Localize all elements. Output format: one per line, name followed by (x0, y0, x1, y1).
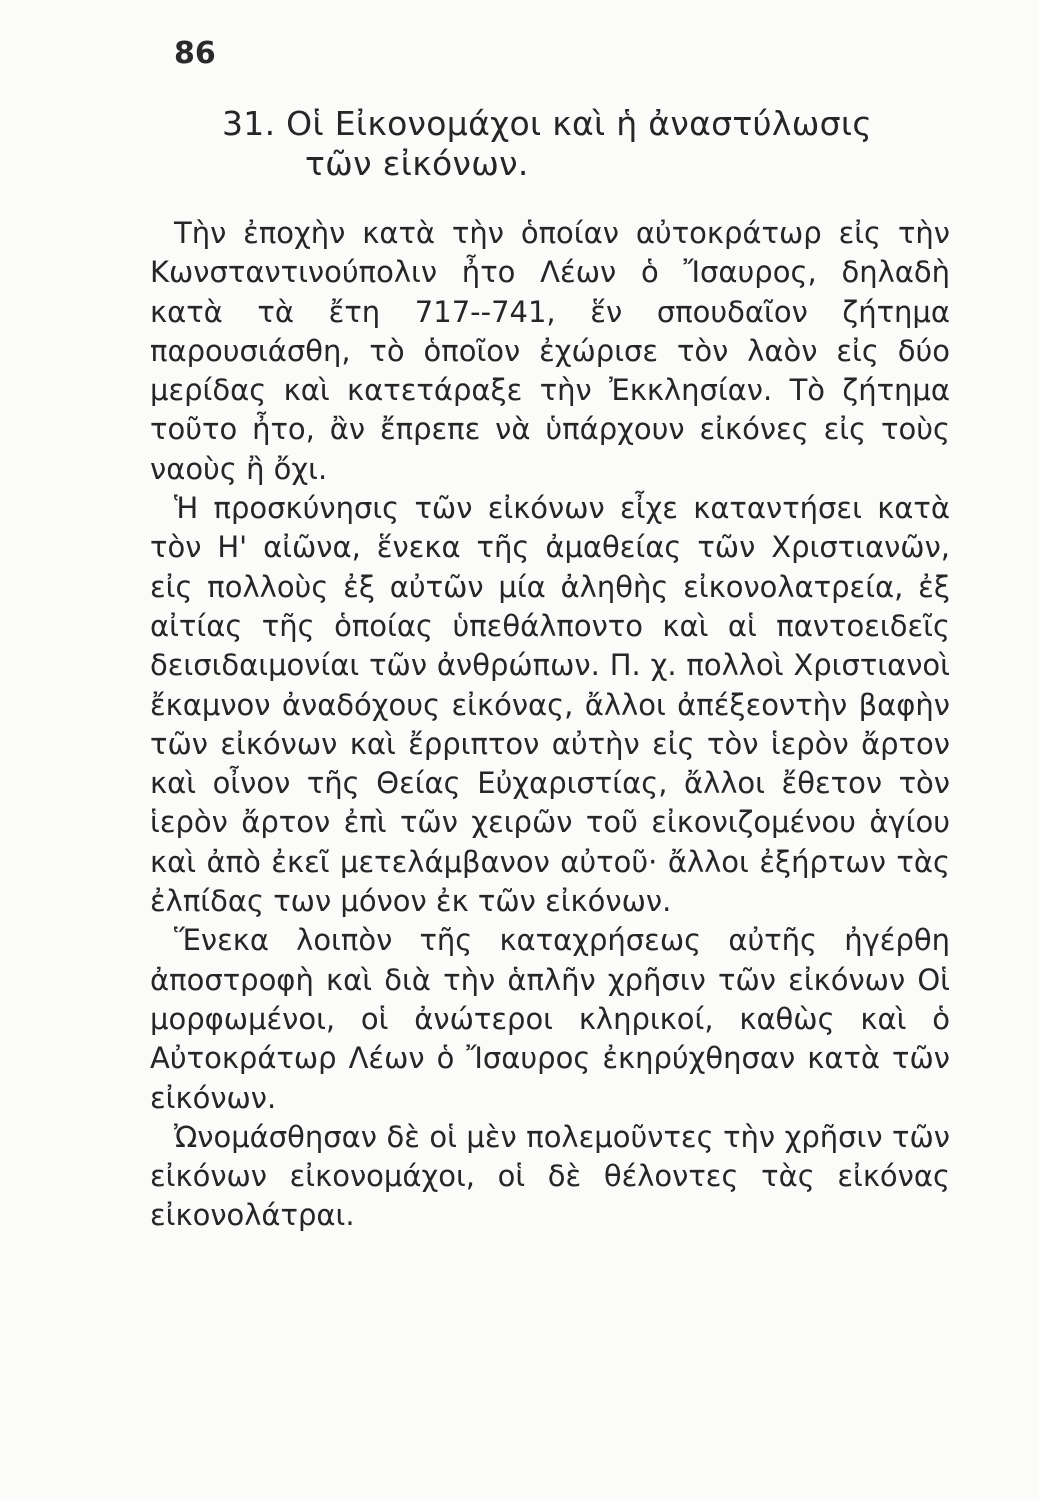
body-text (150, 214, 950, 1236)
page-number: 86 (174, 36, 216, 71)
chapter-title-line-2: τῶν εἰκόνων. (305, 144, 529, 183)
chapter-title-line-1: 31. Οἱ Εἰκονομάχοι καὶ ἡ ἀναστύλωσις (222, 104, 873, 143)
paragraph-3: Ἕνεκα λοιπὸν τῆς καταχρήσεως αὐτῆς ἠγέρθη ἀποστροφὴ καὶ διὰ τὴν ἁπλῆν χρῆσιν τῶν εἰκόνων Οἱ μορφωμένοι, οἱ ἀνώτεροι κληρικοί, καθὼς καὶ ὁ Αὐτοκράτωρ Λέων ὁ Ἴσαυρος ἐκηρύχθησαν κατὰ τῶν εἰκόνων. (150, 923, 950, 1115)
paragraph-1: Τὴν ἐποχὴν κατὰ τὴν ὁποίαν αὐτοκράτωρ εἰς τὴν Κωνσταντινούπολιν ἦτο Λέων ὁ Ἴσαυρος, δηλαδὴ κατὰ τὰ ἔτη 717--741, ἕν σπουδαῖον ζήτημα παρουσιάσθη, τὸ ὁποῖον ἐχώρισε τὸν λαὸν εἰς δύο μερίδας καὶ κατετάραξε τὴν Ἐκκλησίαν. Τὸ ζήτημα τοῦτο ἦτο, ἂν ἔπρεπε νὰ ὑπάρχουν εἰκόνες εἰς τοὺς ναοὺς ἢ ὄχι. (150, 216, 950, 486)
chapter-title (222, 104, 942, 184)
paragraph-4: Ὠνομάσθησαν δὲ οἱ μὲν πολεμοῦντες τὴν χρῆσιν τῶν εἰκόνων εἰκονομάχοι, οἱ δὲ θέλοντες τὰς εἰκόνας εἰκονολάτραι. (150, 1119, 950, 1233)
paragraph-2: Ἡ προσκύνησις τῶν εἰκόνων εἶχε καταντήσει κατὰ τὸν Η' αἰῶνα, ἕνεκα τῆς ἀμαθείας τῶν Χριστιανῶν, εἰς πολλοὺς ἐξ αὐτῶν μία ἀληθὴς εἰκονολατρεία, ἐξ αἰτίας τῆς ὁποίας ὑπεθάλποντο καὶ αἱ παντοειδεῖς δεισιδαιμονίαι τῶν ἀνθρώπων. Π. χ. πολλοὶ Χριστιανοὶ ἔκαμνον ἀναδόχους εἰκόνας, ἄλλοι ἀπέξεοντὴν βαφὴν τῶν εἰκόνων καὶ ἔρριπτον αὐτὴν εἰς τὸν ἱερὸν ἄρτον καὶ οἶνον τῆς Θείας Εὐχαριστίας, ἄλλοι ἔθετον τὸν ἱερὸν ἄρτον ἐπὶ τῶν χειρῶν τοῦ εἰκονιζομένου ἁγίου καὶ ἀπὸ ἐκεῖ μετελάμβανον αὐτοῦ· ἄλλοι ἐξήρτων τὰς ἐλπίδας των μόνον ἐκ τῶν εἰκόνων. (150, 491, 950, 919)
